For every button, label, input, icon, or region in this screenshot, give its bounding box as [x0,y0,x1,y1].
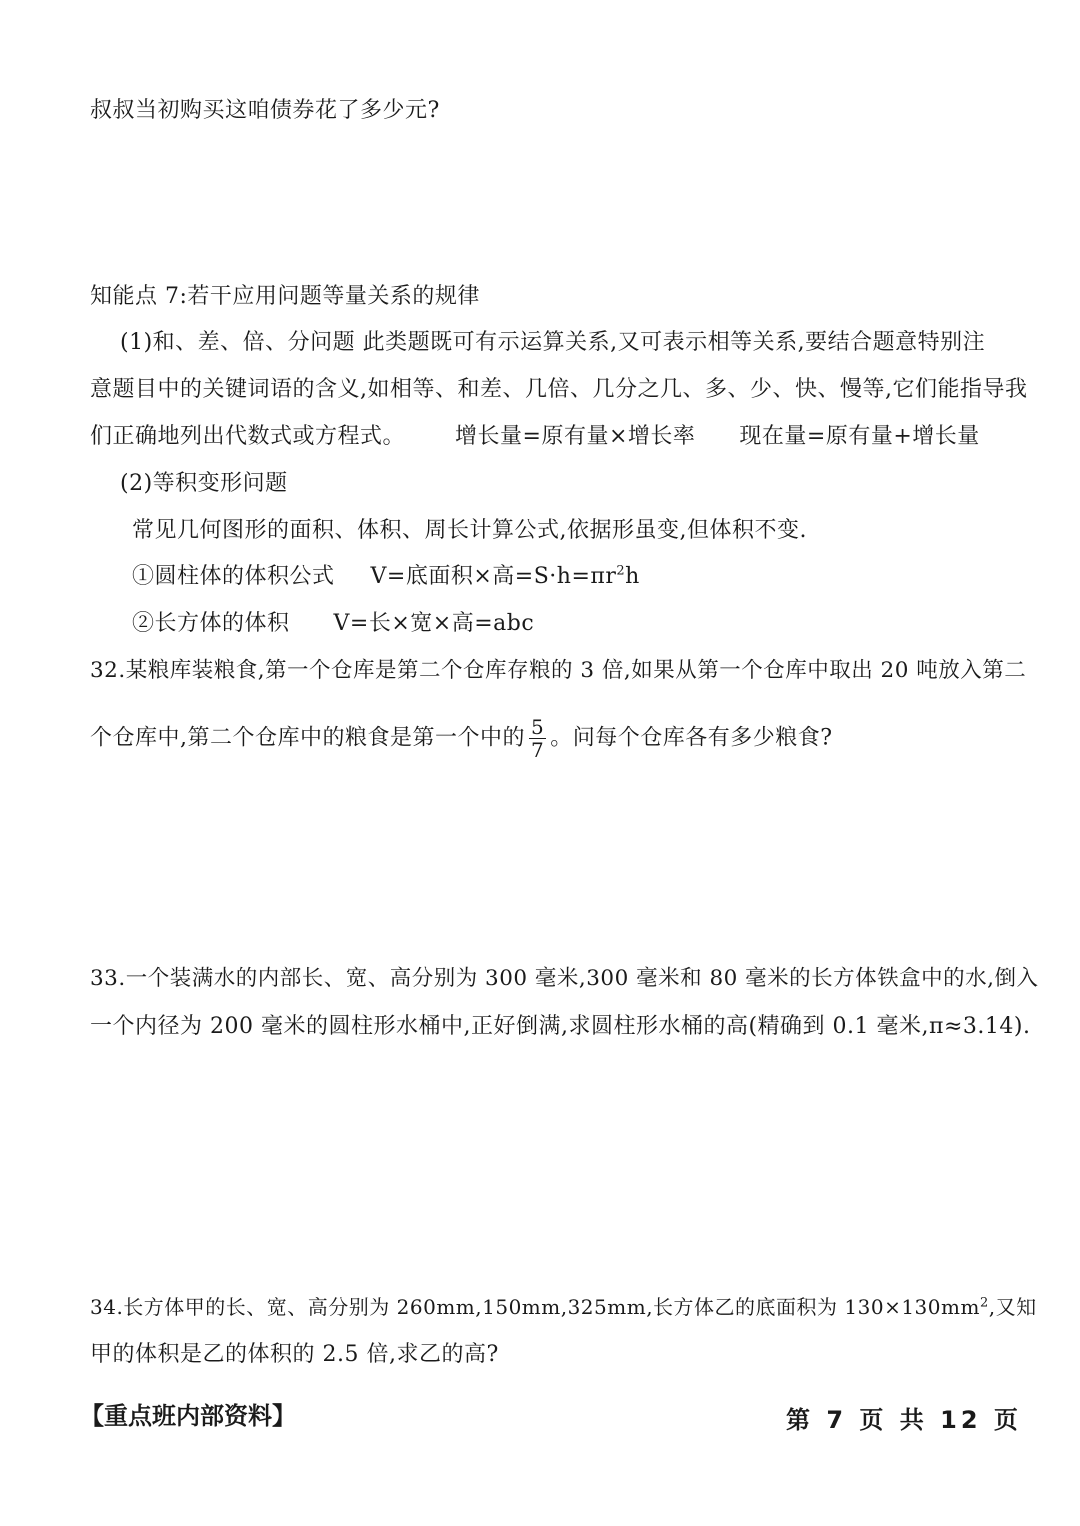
question-33-line1: 33.一个装满水的内部长、宽、高分别为 300 毫米,300 毫米和 80 毫米的长方体铁盒中的水,倒入 [90,966,1039,991]
part1-line3-text: 们正确地列出代数式或方程式。 [90,424,406,449]
part2-title: (2)等积变形问题 [120,471,288,496]
part2-description: 常见几何图形的面积、体积、周长计算公式,依据形虽变,但体积不变. [132,518,807,543]
page-number: 第 7 页 共 12 页 [786,1406,1022,1434]
part1-line1: (1)和、差、倍、分问题 此类题既可有示运算关系,又可表示相等关系,要结合题意特别注 [120,330,986,355]
part1-line2: 意题目中的关键词语的含义,如相等、和差、几倍、几分之几、多、少、快、慢等,它们能指导我 [90,377,1028,402]
cylinder-volume-item [132,562,640,592]
formula-growth: 增长量=原有量×增长率 [455,424,696,449]
section-title: 知能点 7:若干应用问题等量关系的规律 [90,284,480,309]
question-34-line2: 甲的体积是乙的体积的 2.5 倍,求乙的高? [90,1342,499,1367]
footer-label: 【重点班内部资料】 [80,1402,296,1430]
cuboid-volume-formula: V=长×宽×高=abc [333,611,535,636]
cylinder-volume-formula: V=底面积×高$=S\cdot h=\pi r^2h$ [370,563,640,589]
part1-line3 [90,422,980,452]
cylinder-volume-label: ①圆柱体的体积公式 [132,564,335,589]
intro-question: 叔叔当初购买这咱债券花了多少元? [90,98,440,123]
formula-now: 现在量=原有量+增长量 [739,424,980,449]
question-32-line1: 32.某粮库装粮食,第一个仓库是第二个仓库存粮的 3 倍,如果从第一个仓库中取出 20 吨放入第二 [90,658,1027,683]
cuboid-volume-item [132,609,534,639]
question-34-line1: 34.长方体甲的长、宽、高分别为 260mm,150mm,325mm,长方体乙的底面积为 $130\times 130mm^2$,又知 [90,1295,1037,1319]
cuboid-volume-label: ②长方体的体积 [132,611,290,636]
question-32-line2: 个仓库中,第二个仓库中的粮食是第一个中的 $\frac{5}{7}$ 。问每个仓库各有多少粮食? [90,715,833,762]
question-33-line2: 一个内径为 200 毫米的圆柱形水桶中,正好倒满,求圆柱形水桶的高(精确到 0.1 毫米,π≈3.14). [90,1014,1031,1039]
fraction-five-sevenths: $\frac{5}{7}$ [531,715,545,762]
